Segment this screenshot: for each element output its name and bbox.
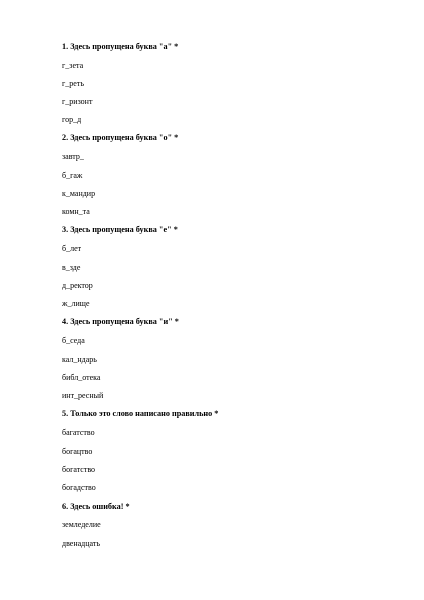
question-6-title: 6. Здесь ошибка! *	[62, 502, 130, 511]
question-1-title: 1. Здесь пропущена буква "а" *	[62, 42, 179, 51]
question-3-title: 3. Здесь пропущена буква "е" *	[62, 225, 178, 234]
question-1-option-2[interactable]: г_реть	[62, 79, 84, 88]
question-4-option-2[interactable]: кал_ндарь	[62, 355, 97, 364]
question-6-option-2[interactable]: двенадцать	[62, 539, 101, 548]
question-2-title: 2. Здесь пропущена буква "о" *	[62, 133, 179, 142]
question-1-option-1[interactable]: г_зета	[62, 61, 84, 70]
question-2-option-3[interactable]: к_мандир	[62, 189, 96, 198]
question-3-option-4[interactable]: ж_лище	[62, 299, 90, 308]
question-1-option-4[interactable]: гор_д	[62, 115, 82, 124]
question-5-option-3[interactable]: богатство	[62, 465, 96, 474]
question-5-option-4[interactable]: богадство	[62, 483, 96, 492]
question-5-option-2[interactable]: богацтво	[62, 447, 93, 456]
question-3-option-2[interactable]: в_зде	[62, 263, 81, 272]
question-5-option-1[interactable]: багатство	[62, 428, 95, 437]
question-2-option-2[interactable]: б_гаж	[62, 171, 83, 180]
question-6-option-1[interactable]: земледелие	[62, 520, 101, 529]
question-3-option-3[interactable]: д_ректор	[62, 281, 93, 290]
question-2-option-4[interactable]: комн_та	[62, 207, 90, 216]
question-2-option-1[interactable]: завтр_	[62, 152, 84, 161]
question-4-option-1[interactable]: б_седа	[62, 336, 85, 345]
question-4-option-3[interactable]: библ_отека	[62, 373, 101, 382]
question-5-title: 5. Только это слово написано правильно *	[62, 409, 219, 418]
question-4-option-4[interactable]: инт_ресный	[62, 391, 104, 400]
question-4-title: 4. Здесь пропущена буква "и" *	[62, 317, 179, 326]
question-1-option-3[interactable]: г_ризонт	[62, 97, 93, 106]
question-3-option-1[interactable]: б_лет	[62, 244, 82, 253]
